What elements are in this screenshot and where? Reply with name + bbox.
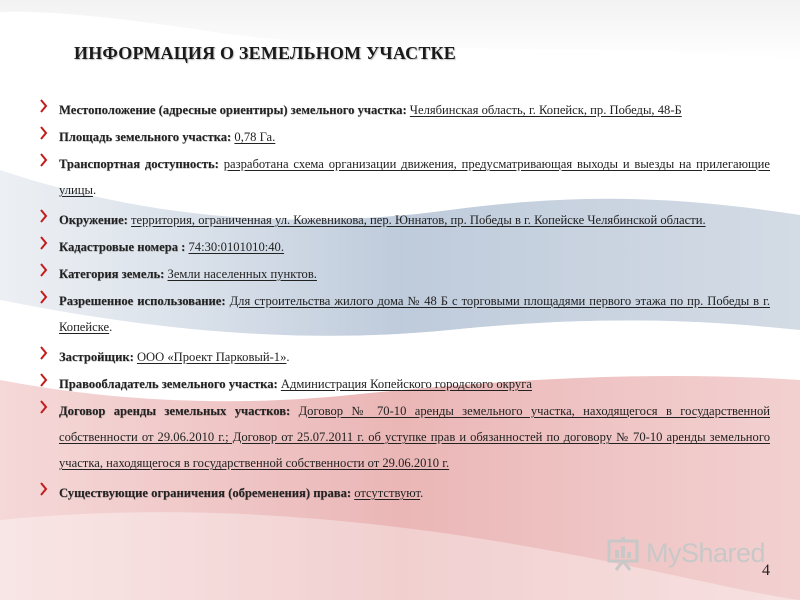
item-value: ООО «Проект Парковый-1»	[136, 350, 287, 364]
item-label: Транспортная доступность:	[59, 157, 219, 171]
bullet-arrow-icon	[40, 153, 48, 167]
list-item	[40, 124, 770, 150]
item-label: Окружение:	[59, 213, 128, 227]
item-value: Земли населенных пунктов.	[167, 267, 317, 281]
item-label: Существующие ограничения (обременения) права:	[59, 486, 352, 500]
list-item	[40, 371, 770, 397]
list-item	[40, 288, 770, 340]
list-item	[40, 234, 770, 260]
item-value: Администрация Копейского городского округа	[280, 377, 532, 391]
bullet-arrow-icon	[40, 290, 48, 304]
bullet-arrow-icon	[40, 99, 48, 113]
bullet-arrow-icon	[40, 400, 48, 414]
item-tail: .	[109, 320, 113, 334]
bullet-arrow-icon	[40, 346, 48, 360]
list-item	[40, 97, 770, 123]
myshared-logo	[606, 537, 766, 573]
bullet-arrow-icon	[40, 236, 48, 250]
item-label: Разрешенное использование:	[59, 294, 226, 308]
bullet-arrow-icon	[40, 126, 48, 140]
item-label: Договор аренды земельных участков:	[59, 404, 291, 418]
item-label: Кадастровые номера :	[59, 240, 186, 254]
list-item	[40, 480, 770, 506]
item-value: Договор № 70-10 аренды земельного участка, находящегося в государственной собственности от 29.06.2010 г.; Договор от 25.07.2011 г. об уступке прав и обязанностей по договору № 70-10 аренды земельного участка, находящегося в государственной собственности от 29.06.2010 г.	[59, 404, 770, 470]
logo-text: MyShared	[646, 538, 766, 568]
list-item	[40, 261, 770, 287]
bullet-arrow-icon	[40, 373, 48, 387]
item-value: Челябинская область, г. Копейск, пр. Победы, 48-Б	[409, 103, 682, 117]
item-label: Площадь земельного участка:	[59, 130, 232, 144]
bullet-arrow-icon	[40, 482, 48, 496]
item-label: Застройщик:	[59, 350, 134, 364]
presentation-board-icon	[606, 537, 642, 571]
item-tail: .	[286, 350, 290, 364]
info-list	[40, 97, 770, 507]
page-title: ИНФОРМАЦИЯ О ЗЕМЕЛЬНОМ УЧАСТКЕ	[74, 43, 456, 63]
item-tail: .	[92, 183, 97, 197]
list-item	[40, 151, 770, 203]
item-label: Местоположение (адресные ориентиры) земельного участка:	[59, 103, 407, 117]
item-value: разработана схема организации движения, предусматривающая выходы и выезды на прилегающие улицы	[59, 157, 771, 197]
bullet-arrow-icon	[40, 263, 48, 277]
page-number: 4	[762, 562, 770, 579]
item-value: 0,78 Га.	[234, 130, 276, 144]
item-label: Категория земель:	[59, 267, 165, 281]
list-item	[40, 344, 770, 370]
list-item	[40, 207, 770, 233]
item-label: Правообладатель земельного участка:	[59, 377, 278, 391]
item-value: отсутствуют	[354, 486, 421, 500]
list-item	[40, 398, 770, 476]
item-value: 74:30:0101010:40.	[188, 240, 285, 254]
item-value: территория, ограниченная ул. Кожевникова, пер. Юннатов, пр. Победы в г. Копейске Челябинской области.	[131, 213, 706, 227]
item-tail: .	[420, 486, 424, 500]
item-value: Для строительства жилого дома № 48 Б с торговыми площадями первого этажа по пр. Победы в г. Копейске	[59, 294, 770, 334]
bullet-arrow-icon	[40, 209, 48, 223]
